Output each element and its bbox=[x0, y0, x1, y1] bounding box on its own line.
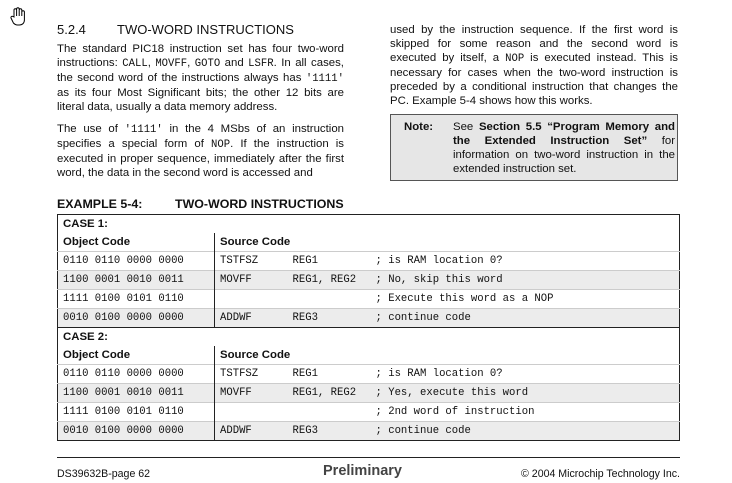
opcode-cell: MOVFF bbox=[215, 271, 288, 290]
object-code-cell: 1111 0100 0101 0110 bbox=[58, 290, 215, 309]
comment-cell: ; continue code bbox=[371, 422, 680, 441]
footer-status: Preliminary bbox=[323, 463, 402, 479]
opcode-cell: TSTFSZ bbox=[215, 252, 288, 271]
operand-cell: REG3 bbox=[288, 422, 371, 441]
opcode-cell: ADDWF bbox=[215, 309, 288, 328]
opcode-cell: MOVFF bbox=[215, 384, 288, 403]
header-row: Object Code Source Code bbox=[58, 233, 680, 252]
comment-cell: ; Yes, execute this word bbox=[371, 384, 680, 403]
opcode-cell bbox=[215, 290, 288, 309]
operand-cell: REG1, REG2 bbox=[288, 271, 371, 290]
example-number: EXAMPLE 5-4: bbox=[57, 197, 143, 211]
paragraph-nop: The use of '1111' in the 4 MSbs of an instruction specifies a special form of NOP. If the instruction is executed in proper sequence, immediately after the first word, the data in the second word is accessed and bbox=[57, 123, 344, 179]
note-label: Note: bbox=[404, 121, 434, 133]
object-code-cell: 0110 0110 0000 0000 bbox=[58, 365, 215, 384]
header-row: Object Code Source Code bbox=[58, 346, 680, 365]
note-text: See Section 5.5 “Program Memory and the Extended Instruction Set” for information on two-word instruction in the extended instruction set. bbox=[453, 121, 675, 175]
footer-copyright: © 2004 Microchip Technology Inc. bbox=[521, 468, 680, 480]
footer-divider bbox=[57, 457, 680, 458]
comment-cell: ; No, skip this word bbox=[371, 271, 680, 290]
comment-cell: ; is RAM location 0? bbox=[371, 365, 680, 384]
comment-cell: ; 2nd word of instruction bbox=[371, 403, 680, 422]
code-row bbox=[58, 365, 680, 384]
opcode-cell: ADDWF bbox=[215, 422, 288, 441]
code-row bbox=[58, 309, 680, 328]
code-row bbox=[58, 422, 680, 441]
paragraph-intro: The standard PIC18 instruction set has four two-word instructions: CALL, MOVFF, GOTO and LSFR. In all cases, the second word of the instructions always has '1111' as its four Most Significant bits; the other 12 bits are literal data, usually a data memory address. bbox=[57, 43, 344, 113]
comment-cell: ; is RAM location 0? bbox=[371, 252, 680, 271]
section-number: 5.2.4 bbox=[57, 22, 86, 37]
object-code-cell: 1100 0001 0010 0011 bbox=[58, 384, 215, 403]
operand-cell: REG3 bbox=[288, 309, 371, 328]
code-row bbox=[58, 252, 680, 271]
code-row bbox=[58, 271, 680, 290]
comment-cell: ; continue code bbox=[371, 309, 680, 328]
opcode-cell: TSTFSZ bbox=[215, 365, 288, 384]
code-example-table bbox=[57, 214, 680, 441]
object-code-cell: 0110 0110 0000 0000 bbox=[58, 252, 215, 271]
code-row bbox=[58, 403, 680, 422]
code-row bbox=[58, 290, 680, 309]
hand-cursor-icon bbox=[8, 6, 30, 28]
case-row: CASE 2: bbox=[58, 328, 680, 347]
operand-cell bbox=[288, 290, 371, 309]
object-code-cell: 1100 0001 0010 0011 bbox=[58, 271, 215, 290]
note-box bbox=[390, 114, 678, 181]
code-row bbox=[58, 384, 680, 403]
example-title bbox=[57, 197, 344, 211]
operand-cell bbox=[288, 403, 371, 422]
case-row: CASE 1: bbox=[58, 215, 680, 234]
object-code-cell: 0010 0100 0000 0000 bbox=[58, 309, 215, 328]
comment-cell: ; Execute this word as a NOP bbox=[371, 290, 680, 309]
example-name: TWO-WORD INSTRUCTIONS bbox=[175, 197, 344, 211]
object-code-cell: 1111 0100 0101 0110 bbox=[58, 403, 215, 422]
object-code-cell: 0010 0100 0000 0000 bbox=[58, 422, 215, 441]
note-link: Section 5.5 “Program Memory and the Extended Instruction Set” bbox=[453, 121, 675, 147]
operand-cell: REG1, REG2 bbox=[288, 384, 371, 403]
operand-cell: REG1 bbox=[288, 252, 371, 271]
operand-cell: REG1 bbox=[288, 365, 371, 384]
paragraph-continued: used by the instruction sequence. If the first word is skipped for some reason and the second word is executed by itself, a NOP is executed instead. This is necessary for cases when the two-word instruction is preceded by a conditional instruction that changes the PC. Example 5-4 shows how this works. bbox=[390, 24, 679, 107]
footer-doc-number: DS39632B-page 62 bbox=[57, 468, 151, 480]
section-heading bbox=[57, 22, 294, 37]
section-title: TWO-WORD INSTRUCTIONS bbox=[117, 22, 294, 37]
opcode-cell bbox=[215, 403, 288, 422]
